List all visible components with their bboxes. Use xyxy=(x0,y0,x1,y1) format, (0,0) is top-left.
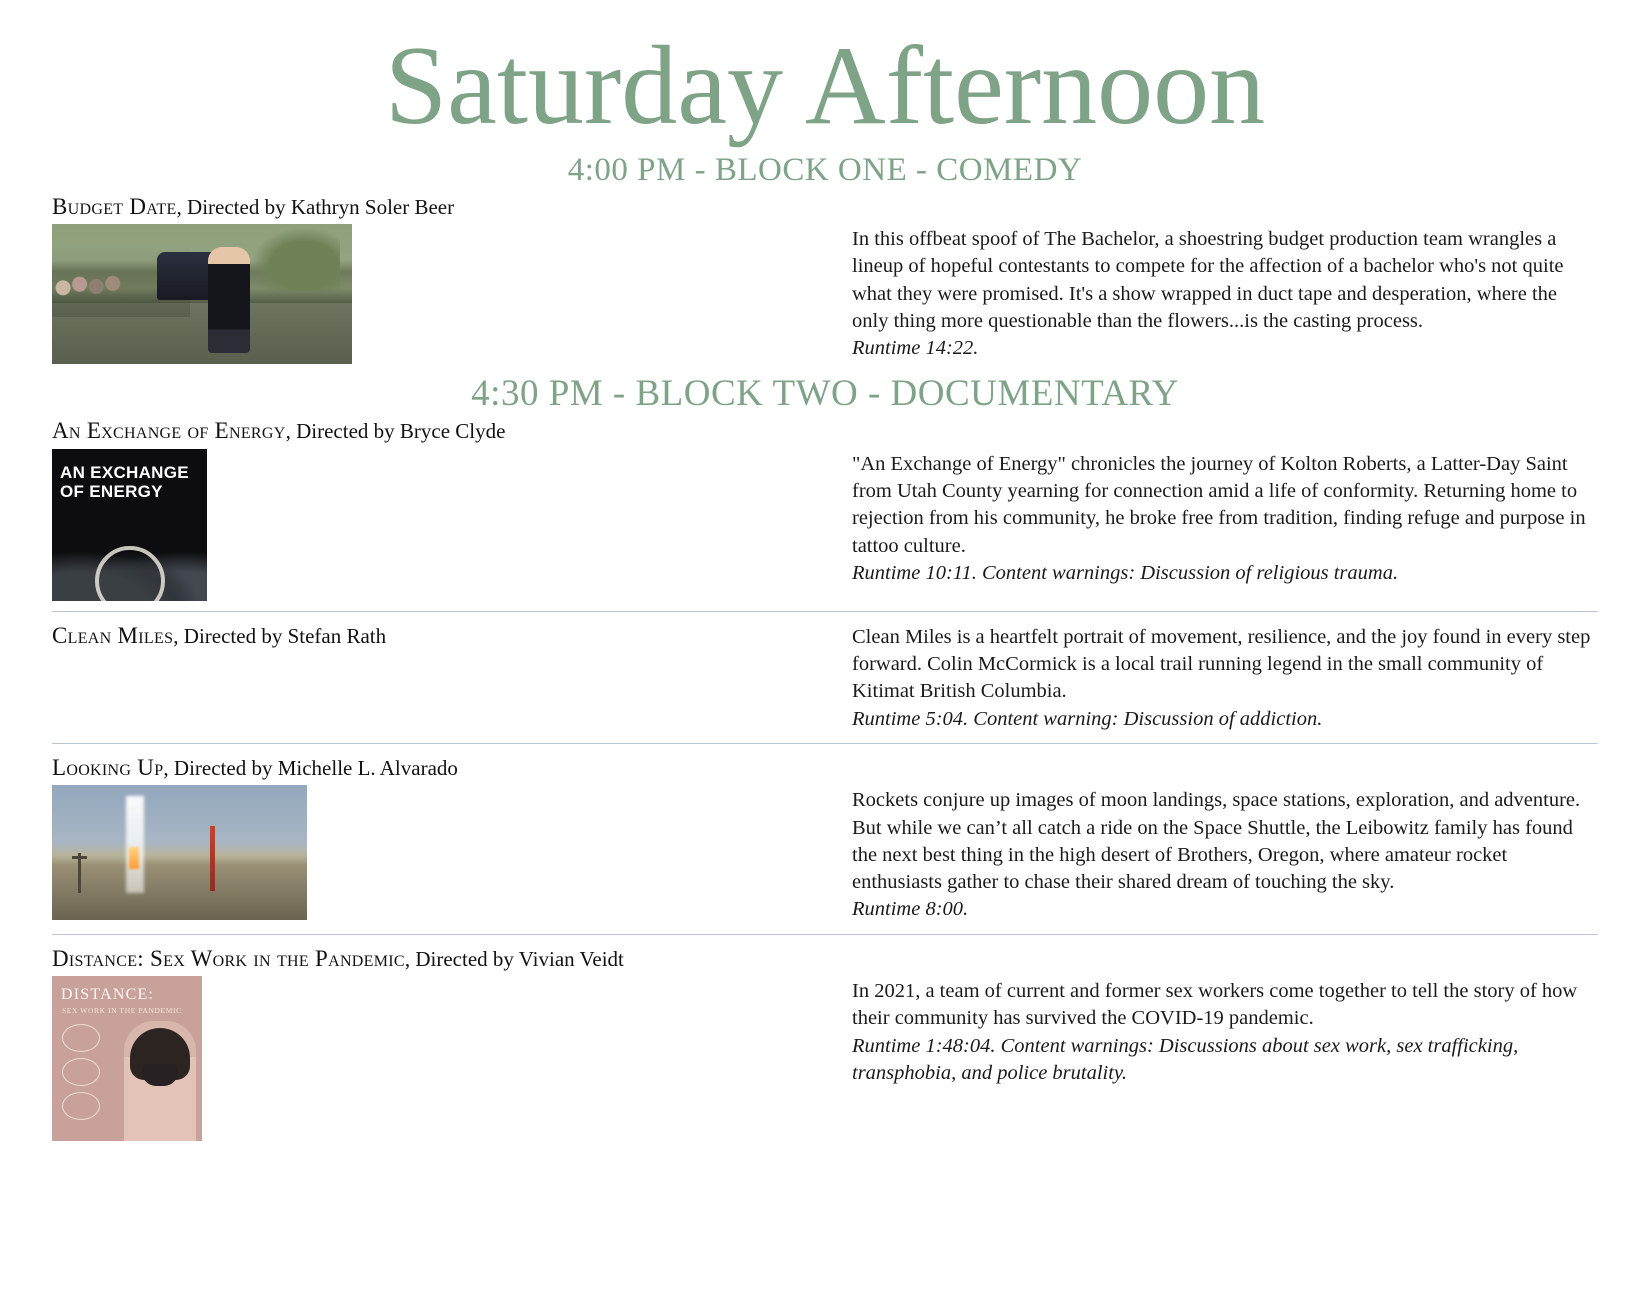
poster-line-1: AN EXCHANGE xyxy=(60,462,189,482)
film-description: In this offbeat spoof of The Bachelor, a shoestring budget production team wrangles a lineup of hopeful contestants to compete for the affection of a bachelor who's not quite what they were promised. It's a show wrapped in duct tape and desperation, where the only thing more questionable than the flowers...is the casting process. xyxy=(852,228,1564,332)
description-column xyxy=(852,976,1598,1087)
film-name: Clean Miles xyxy=(52,622,174,648)
distance-poster-thumbnail xyxy=(52,976,202,1141)
film-runtime: Runtime 8:00. xyxy=(852,898,969,921)
divider xyxy=(52,934,1598,935)
film-description: "An Exchange of Energy" chronicles the journey of Kolton Roberts, a Latter-Day Saint from Utah County yearning for connection amid a life of conformity. Returning home to rejection from his community, he broke free from tradition, finding refuge and purpose in tattoo culture. xyxy=(852,452,1586,557)
film-description: Clean Miles is a heartfelt portrait of movement, resilience, and the joy found in every step forward. Colin McCormick is a local trail running legend in the small community of Kitimat British Columbia. xyxy=(852,625,1591,703)
film-director: , Directed by Vivian Veidt xyxy=(404,946,624,971)
poster-line-2: OF ENERGY xyxy=(60,482,163,502)
film-name: Distance: Sex Work in the Pandemic xyxy=(52,945,405,971)
description-column xyxy=(852,224,1598,362)
looking-up-rocket-launch-thumbnail xyxy=(52,785,307,920)
thumbnail-column xyxy=(52,224,852,364)
an-exchange-of-energy-poster-thumbnail xyxy=(52,449,207,601)
thumbnail-column xyxy=(52,622,852,654)
film-runtime: Runtime 5:04. Content warning: Discussion of addiction. xyxy=(852,707,1323,730)
block-heading-two: 4:30 PM - BLOCK TWO - DOCUMENTARY xyxy=(471,373,1179,415)
film-runtime: Runtime 14:22. xyxy=(852,337,979,360)
description-column xyxy=(852,622,1598,733)
program-page xyxy=(0,24,1650,1303)
film-description: In 2021, a team of current and former sex workers come together to tell the story of how their community has survived the COVID-19 pandemic. xyxy=(852,980,1578,1030)
poster-subtitle: SEX WORK IN THE PANDEMIC xyxy=(62,1006,182,1016)
poster-title: DISTANCE: xyxy=(61,986,155,1004)
film-entry-budget-date xyxy=(0,193,1650,365)
film-director: , Directed by Michelle L. Alvarado xyxy=(163,755,458,780)
thumbnail-column xyxy=(52,785,852,920)
film-entry-looking-up xyxy=(0,754,1650,924)
film-runtime: Runtime 1:48:04. Content warnings: Discussions about sex work, sex trafficking, transphobia, and police brutality. xyxy=(852,1034,1519,1084)
film-name: Budget Date xyxy=(52,193,177,219)
description-column xyxy=(852,785,1598,923)
film-entry-clean-miles xyxy=(0,622,1650,733)
thumbnail-column xyxy=(52,449,852,601)
budget-date-still-thumbnail xyxy=(52,224,352,364)
film-name: An Exchange of Energy xyxy=(52,418,286,444)
film-director: , Directed by Kathryn Soler Beer xyxy=(176,194,455,219)
film-description: Rockets conjure up images of moon landings, space stations, exploration, and adventure. But while we can’t all catch a ride on the Space Shuttle, the Leibowitz family has found the next best thing in the high desert of Brothers, Oregon, where amateur rocket enthusiasts gather to chase their shared dream of touching the sky. xyxy=(852,789,1581,894)
block-heading-one: 4:00 PM - BLOCK ONE - COMEDY xyxy=(567,151,1083,188)
film-director: , Directed by Bryce Clyde xyxy=(285,419,506,444)
divider xyxy=(52,611,1598,612)
film-name: Looking Up xyxy=(52,754,164,780)
film-title-budget-date xyxy=(52,193,1598,221)
film-entry-distance xyxy=(0,945,1650,1142)
thumbnail-column xyxy=(52,976,852,1141)
divider xyxy=(52,743,1598,744)
laurel-badges xyxy=(62,1024,104,1126)
page-title: Saturday Afternoon xyxy=(384,24,1266,148)
film-title-distance xyxy=(52,945,1598,973)
film-director: , Directed by Stefan Rath xyxy=(173,623,387,648)
film-title-an-exchange-of-energy xyxy=(52,417,1598,445)
description-column xyxy=(852,449,1598,587)
film-title-clean-miles xyxy=(52,622,852,650)
film-entry-an-exchange-of-energy xyxy=(0,417,1650,601)
film-runtime: Runtime 10:11. Content warnings: Discussion of religious trauma. xyxy=(852,561,1399,584)
film-title-looking-up xyxy=(52,754,1598,782)
